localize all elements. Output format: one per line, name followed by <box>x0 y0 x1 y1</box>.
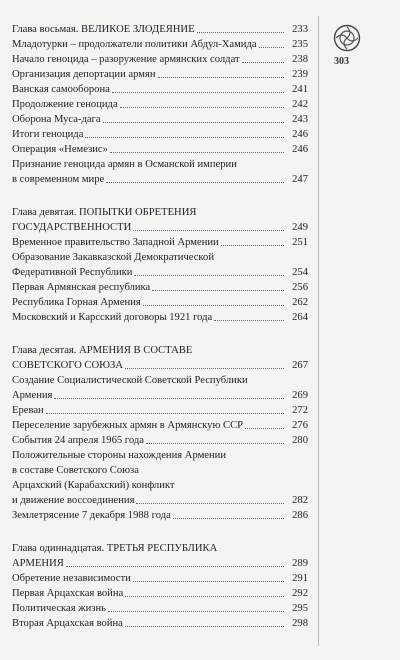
toc-entry <box>12 418 308 433</box>
toc-entry <box>12 280 308 295</box>
toc-chapter-heading <box>12 541 308 571</box>
toc-page-number: 254 <box>292 267 308 278</box>
toc-entry-title-continued: ГОСУДАРСТВЕННОСТИ <box>12 222 132 233</box>
toc-entry <box>12 52 308 67</box>
toc-entry <box>12 235 308 250</box>
toc-entry-title: Политическая жизнь <box>12 603 106 614</box>
toc-entry-title: Республика Горная Армения <box>12 297 141 308</box>
toc-entry-title-continued: и движение воссоединения <box>12 495 135 506</box>
toc-entry <box>12 37 308 52</box>
toc-chapter-heading <box>12 343 308 373</box>
dot-leader <box>136 503 284 504</box>
dot-leader <box>259 47 284 48</box>
toc-entry-title: Первая Армянская республика <box>12 282 151 293</box>
toc-page-number: 241 <box>292 84 308 95</box>
toc-page-number: 267 <box>292 360 308 371</box>
toc-entry <box>12 373 308 403</box>
circular-emblem-icon <box>333 24 361 52</box>
table-of-contents <box>12 22 308 649</box>
toc-page-number: 247 <box>292 174 308 185</box>
toc-entry <box>12 508 308 523</box>
toc-page-number: 242 <box>292 99 308 110</box>
toc-entry-title: Вторая Арцахская война <box>12 618 123 629</box>
toc-entry-title: Оборона Муса-дага <box>12 114 101 125</box>
toc-entry <box>12 157 308 187</box>
dot-leader <box>46 413 284 414</box>
toc-page-number: 289 <box>292 558 308 569</box>
dot-leader <box>103 122 284 123</box>
toc-page-number: 298 <box>292 618 308 629</box>
toc-entry-title: Начало геноцида – разоружение армянских солдат <box>12 54 240 65</box>
toc-page-number: 276 <box>292 420 308 431</box>
toc-entry-title: Организация депортации армян <box>12 69 156 80</box>
toc-page-number: 286 <box>292 510 308 521</box>
toc-entry-title: Землетрясение 7 декабря 1988 года <box>12 510 171 521</box>
toc-entry <box>12 310 308 325</box>
toc-entry <box>12 403 308 418</box>
toc-entry-title: Глава девятая. ПОПЫТКИ ОБРЕТЕНИЯ <box>12 207 197 218</box>
toc-chapter-heading <box>12 205 308 235</box>
toc-entry-title: Московский и Карсский договоры 1921 года <box>12 312 213 323</box>
toc-page-number: 238 <box>292 54 308 65</box>
dot-leader <box>134 275 284 276</box>
toc-entry <box>12 601 308 616</box>
toc-entry-title: События 24 апреля 1965 года <box>12 435 144 446</box>
toc-entry-title: Операция «Немезис» <box>12 144 108 155</box>
toc-entry-title-continued: в современном мире <box>12 174 105 185</box>
toc-entry-title: Первая Арцахская война <box>12 588 124 599</box>
toc-page-number: 249 <box>292 222 308 233</box>
margin-rule <box>318 16 319 646</box>
toc-entry <box>12 112 308 127</box>
toc-entry <box>12 433 308 448</box>
toc-page-number: 235 <box>292 39 308 50</box>
toc-entry-title: Признание геноцида армян в Османской империи <box>12 159 237 170</box>
toc-chapter-heading <box>12 22 308 37</box>
toc-entry-title: Продолжение геноцида <box>12 99 118 110</box>
dot-leader <box>242 62 284 63</box>
dot-leader <box>125 368 284 369</box>
toc-entry-title: Временное правительство Западной Армении <box>12 237 219 248</box>
toc-entry-title: Младотурки – продолжатели политики Абдул-Хамида <box>12 39 257 50</box>
toc-page-number: 256 <box>292 282 308 293</box>
toc-page-number: 239 <box>292 69 308 80</box>
dot-leader <box>85 137 284 138</box>
dot-leader <box>173 518 284 519</box>
toc-entry-title-continued: Федеративной Республики <box>12 267 133 278</box>
dot-leader <box>110 152 284 153</box>
toc-entry <box>12 67 308 82</box>
toc-page-number: 264 <box>292 312 308 323</box>
toc-page-number: 243 <box>292 114 308 125</box>
toc-entry-title: Глава десятая. АРМЕНИЯ В СОСТАВЕ <box>12 345 193 356</box>
dot-leader <box>106 182 284 183</box>
dot-leader <box>133 230 284 231</box>
toc-entry <box>12 616 308 631</box>
toc-entry-title: Ереван <box>12 405 44 416</box>
toc-page-number: 295 <box>292 603 308 614</box>
toc-entry-title-continued: СОВЕТСКОГО СОЮЗА <box>12 360 123 371</box>
toc-entry <box>12 97 308 112</box>
toc-entry-title-continued: Армения <box>12 390 53 401</box>
toc-entry <box>12 571 308 586</box>
toc-entry-title: Глава восьмая. ВЕЛИКОЕ ЗЛОДЕЯНИЕ <box>12 24 195 35</box>
dot-leader <box>112 92 284 93</box>
toc-page-number: 272 <box>292 405 308 416</box>
toc-entry <box>12 478 308 508</box>
dot-leader <box>221 245 284 246</box>
dot-leader <box>125 626 284 627</box>
toc-chapter <box>12 343 308 523</box>
toc-entry-title: Обретение независимости <box>12 573 131 584</box>
toc-entry <box>12 295 308 310</box>
toc-page-number: 292 <box>292 588 308 599</box>
dot-leader <box>108 611 284 612</box>
dot-leader <box>66 566 284 567</box>
dot-leader <box>152 290 284 291</box>
toc-page-number: 291 <box>292 573 308 584</box>
toc-entry <box>12 586 308 601</box>
toc-page-number: 262 <box>292 297 308 308</box>
toc-entry-title: Образование Закавказской Демократической <box>12 252 215 263</box>
toc-chapter <box>12 205 308 325</box>
page-number: 303 <box>334 56 349 67</box>
toc-entry-title: Создание Социалистической Советской Республики <box>12 375 248 386</box>
dot-leader <box>125 596 284 597</box>
toc-page-number: 246 <box>292 129 308 140</box>
toc-page-number: 251 <box>292 237 308 248</box>
toc-entry-title: Ванская самооборона <box>12 84 110 95</box>
dot-leader <box>143 305 284 306</box>
toc-entry <box>12 127 308 142</box>
dot-leader <box>120 107 284 108</box>
toc-entry <box>12 142 308 157</box>
toc-page-number: 282 <box>292 495 308 506</box>
toc-page-number: 269 <box>292 390 308 401</box>
dot-leader <box>214 320 284 321</box>
dot-leader <box>146 443 284 444</box>
dot-leader <box>133 581 284 582</box>
toc-chapter <box>12 541 308 631</box>
dot-leader <box>54 398 284 399</box>
toc-entry-title: Переселение зарубежных армян в Армянскую ССР <box>12 420 244 431</box>
toc-entry <box>12 250 308 280</box>
dot-leader <box>245 428 284 429</box>
toc-entry-title-continued: АРМЕНИЯ <box>12 558 64 569</box>
toc-page-number: 233 <box>292 24 308 35</box>
dot-leader <box>197 32 284 33</box>
toc-chapter <box>12 22 308 187</box>
toc-entry-title-continued: в составе Советского Союза <box>12 465 139 476</box>
toc-entry-title: Итоги геноцида <box>12 129 84 140</box>
toc-entry <box>12 82 308 97</box>
toc-page-number: 246 <box>292 144 308 155</box>
dot-leader <box>158 77 285 78</box>
toc-entry-title: Положительные стороны нахождения Армении <box>12 450 226 461</box>
toc-entry <box>12 448 308 478</box>
toc-page-number: 280 <box>292 435 308 446</box>
toc-entry-title: Арцахский (Карабахский) конфликт <box>12 480 175 491</box>
toc-entry-title: Глава одиннадцатая. ТРЕТЬЯ РЕСПУБЛИКА <box>12 543 218 554</box>
